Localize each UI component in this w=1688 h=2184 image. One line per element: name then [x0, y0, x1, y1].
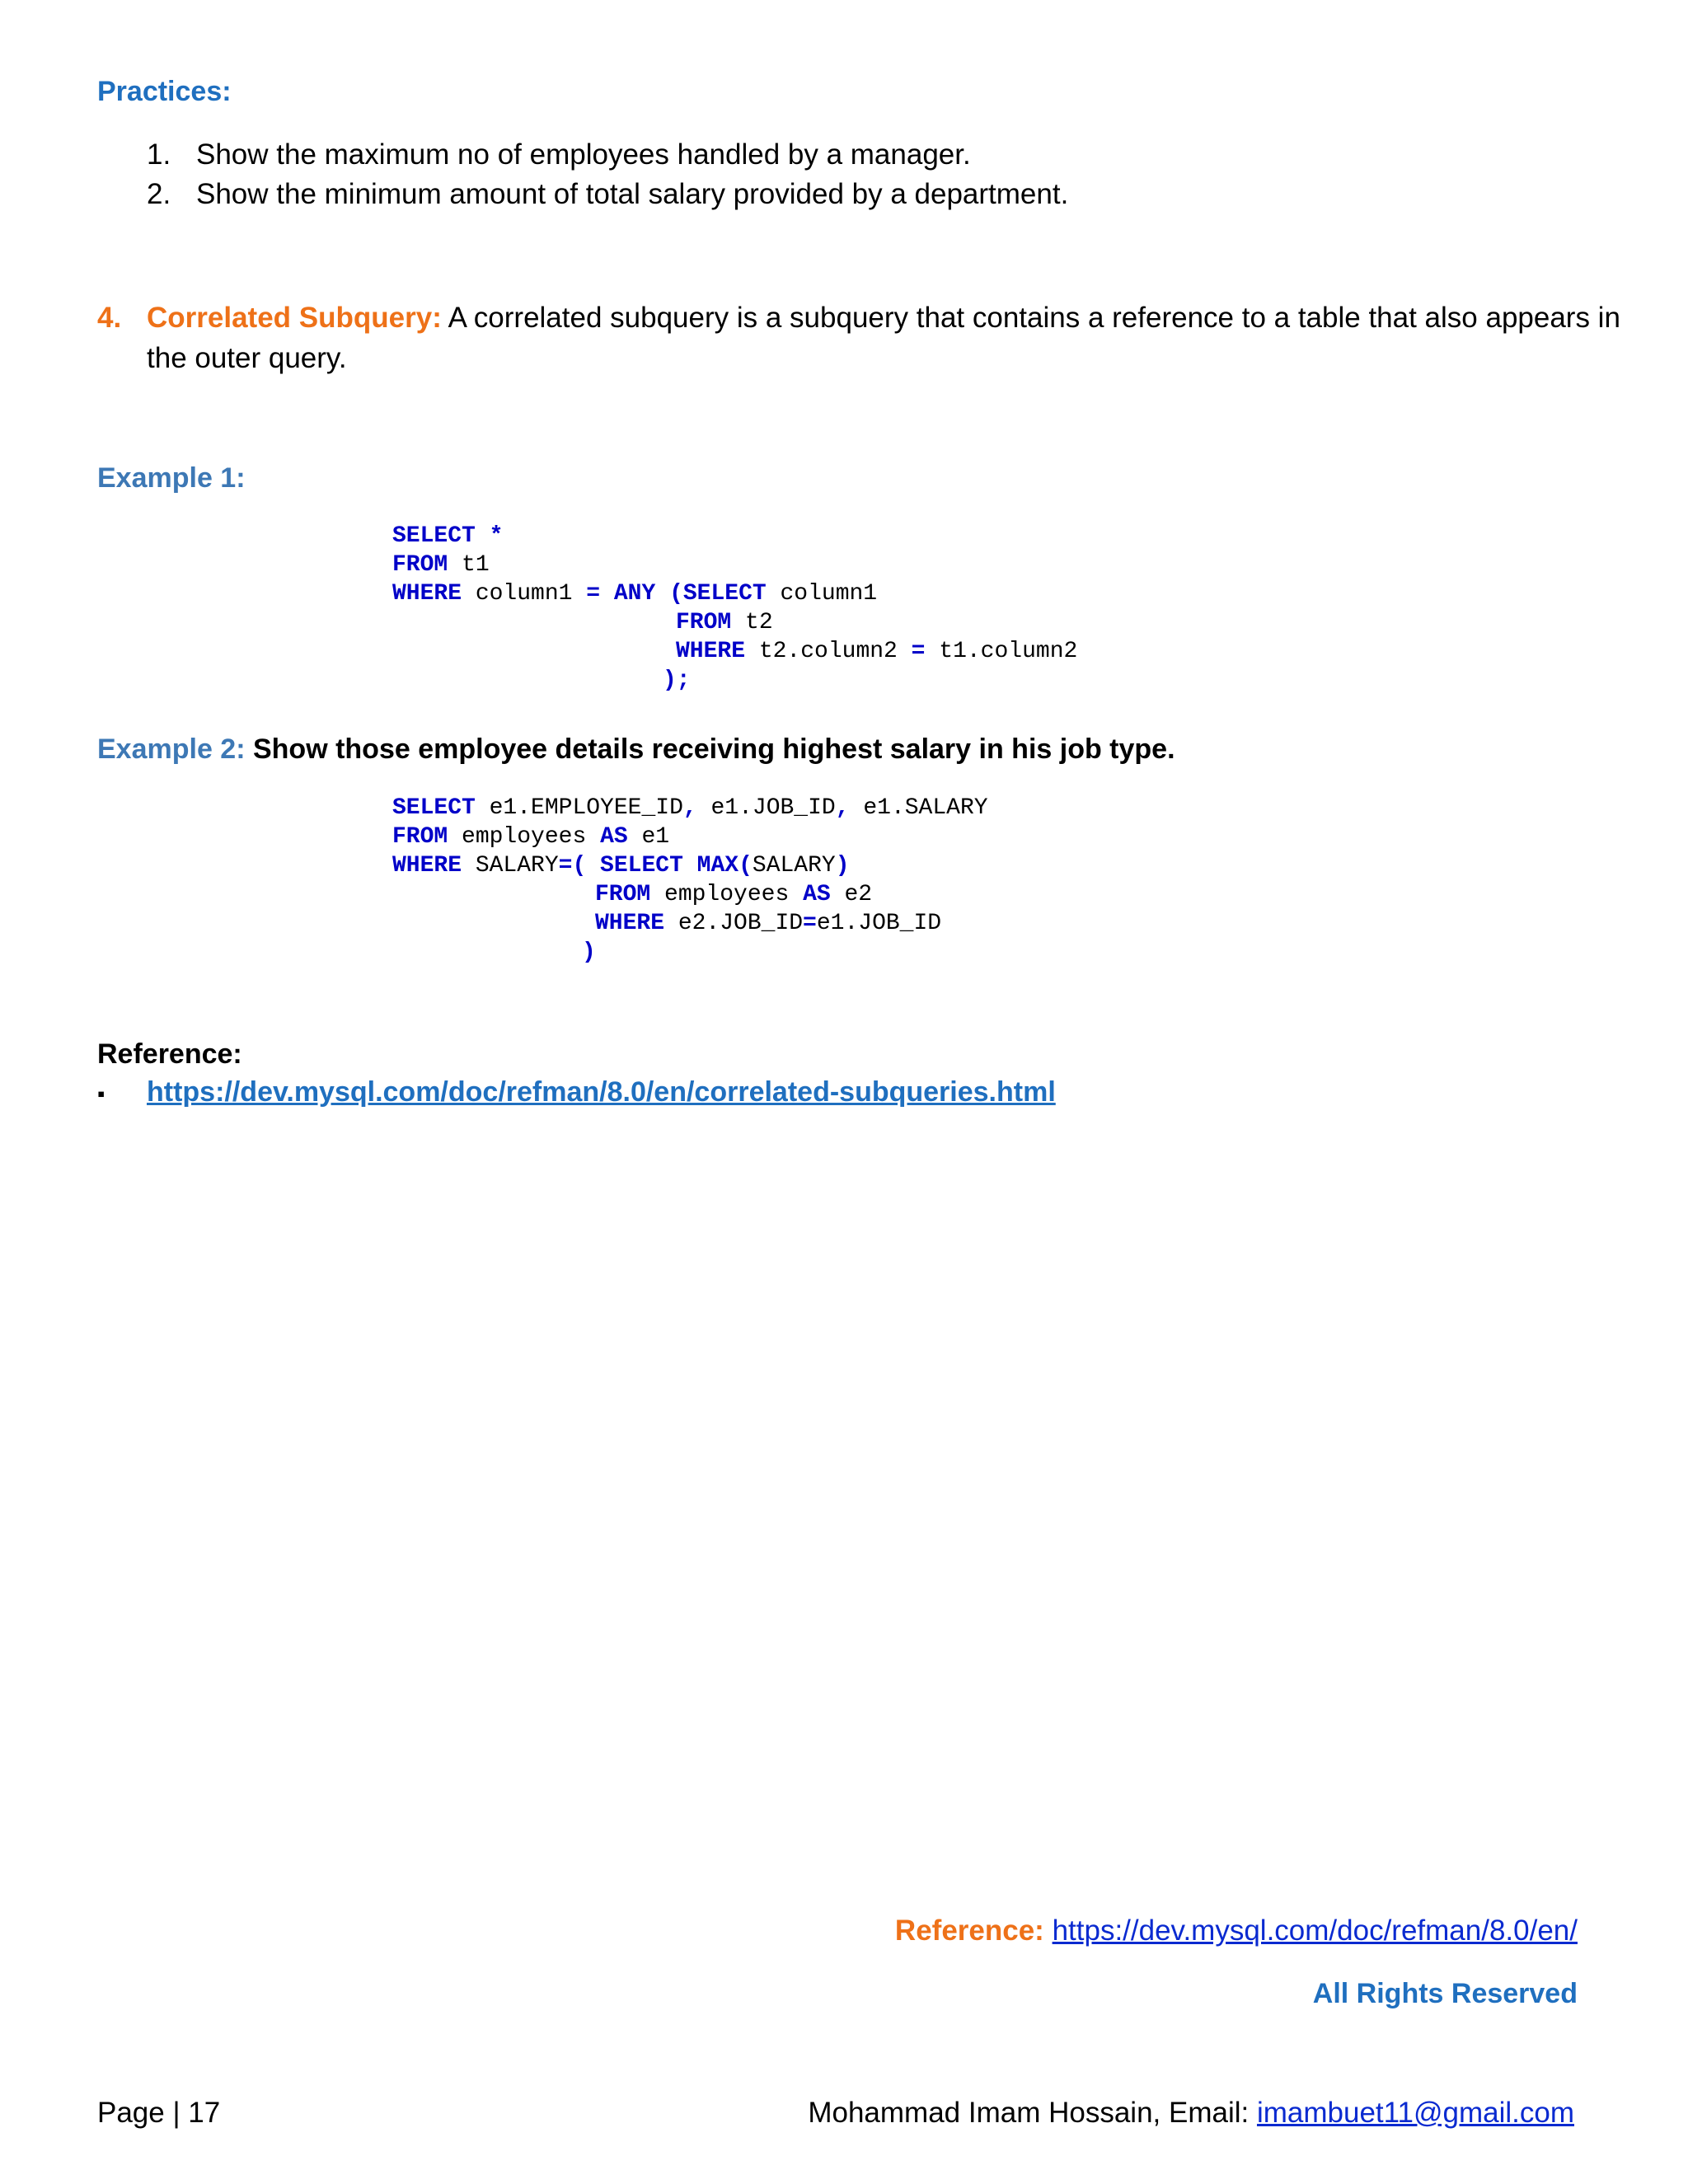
- author-name: Mohammad Imam Hossain, Email:: [808, 2097, 1250, 2129]
- code-keyword: FROM: [392, 552, 448, 578]
- practice-item-text: Show the maximum no of employees handled by a manager.: [196, 138, 971, 171]
- code-keyword: =: [911, 639, 926, 664]
- code-keyword: WHERE: [595, 911, 665, 936]
- code-line: [392, 551, 1077, 579]
- section-4-paragraph: [97, 298, 1620, 338]
- practice-item-text: Show the minimum amount of total salary provided by a department.: [196, 178, 1069, 210]
- code-keyword: FROM: [676, 610, 732, 635]
- code-text: e1: [627, 824, 670, 850]
- section-number: 4.: [97, 302, 122, 334]
- code-line: [392, 579, 1077, 608]
- section-title: Correlated Subquery:: [147, 302, 442, 334]
- author-email-link[interactable]: imambuet11@gmail.com: [1256, 2097, 1574, 2129]
- code-keyword: AS: [803, 882, 831, 907]
- practice-item-1: [147, 134, 971, 175]
- author-info: [808, 2097, 1574, 2130]
- code-text: e2: [830, 882, 873, 907]
- code-line: [392, 794, 988, 823]
- code-line: [392, 666, 1077, 695]
- code-line: [392, 909, 988, 938]
- code-keyword: ,: [835, 795, 850, 821]
- code-line: [392, 880, 988, 909]
- code-text: SALARY: [752, 853, 836, 879]
- section-text-line1: A correlated subquery is a subquery that contains a reference to a table that also appears in: [448, 302, 1620, 334]
- code-keyword: AS: [600, 824, 628, 850]
- page-number: Page | 17: [97, 2097, 221, 2129]
- reference-list-item: [97, 1076, 1056, 1108]
- footer-reference-label: Reference:: [894, 1915, 1044, 1947]
- footer-reference-link[interactable]: https://dev.mysql.com/doc/refman/8.0/en/: [1052, 1915, 1578, 1947]
- footer-reference: [895, 1915, 1578, 1947]
- code-keyword: FROM: [595, 882, 651, 907]
- code-text: e1.SALARY: [849, 795, 988, 821]
- code-keyword: =: [803, 911, 817, 936]
- code-keyword: WHERE: [676, 639, 746, 664]
- code-keyword: SELECT: [392, 795, 476, 821]
- example-1-label: Example 1:: [97, 462, 246, 494]
- code-text: e2.JOB_ID: [664, 911, 804, 936]
- code-line: [392, 522, 1077, 551]
- code-text: employees: [448, 824, 601, 850]
- code-text: e1.EMPLOYEE_ID: [475, 795, 683, 821]
- all-rights-reserved: All Rights Reserved: [1312, 1978, 1578, 2009]
- example-2-description: Show those employee details receiving highest salary in his job type.: [252, 733, 1175, 765]
- code-keyword: FROM: [392, 824, 448, 850]
- code-line: [392, 637, 1077, 666]
- code-text: e1.JOB_ID: [696, 795, 836, 821]
- practice-item-number: 2.: [147, 178, 171, 210]
- practice-item-2: [147, 174, 1068, 214]
- code-line: [392, 938, 988, 967]
- code-keyword: WHERE: [392, 853, 462, 879]
- example-2-heading: [97, 733, 1175, 766]
- code-keyword: WHERE: [392, 581, 462, 607]
- example-2-label: Example 2:: [97, 733, 246, 765]
- code-block-example-2: [392, 794, 988, 967]
- code-line: [392, 851, 988, 880]
- code-text: employees: [650, 882, 804, 907]
- reference-heading: Reference:: [97, 1038, 242, 1070]
- code-text: column1: [462, 581, 587, 607]
- code-line: [392, 823, 988, 851]
- code-keyword: SELECT *: [392, 523, 504, 549]
- code-text: t1.column2: [925, 639, 1078, 664]
- bullet-icon: ▪: [97, 1081, 106, 1106]
- code-text: column1: [766, 581, 878, 607]
- code-text: t2: [731, 610, 773, 635]
- code-block-example-1: [392, 522, 1077, 695]
- code-text: t1: [448, 552, 490, 578]
- code-keyword: ,: [682, 795, 697, 821]
- practice-item-number: 1.: [147, 138, 171, 171]
- code-keyword: = ANY (SELECT: [586, 581, 767, 607]
- code-keyword: );: [663, 668, 691, 693]
- code-text: SALARY: [462, 853, 559, 879]
- code-keyword: ): [582, 940, 596, 965]
- reference-link[interactable]: https://dev.mysql.com/doc/refman/8.0/en/correlated-subqueries.html: [147, 1076, 1056, 1108]
- practices-heading: Practices:: [97, 76, 232, 107]
- code-keyword: ): [835, 853, 850, 879]
- code-text: t2.column2: [745, 639, 912, 664]
- code-line: [392, 608, 1077, 637]
- code-text: e1.JOB_ID: [816, 911, 942, 936]
- section-text-line2: the outer query.: [147, 342, 347, 374]
- code-keyword: =( SELECT MAX(: [558, 853, 753, 879]
